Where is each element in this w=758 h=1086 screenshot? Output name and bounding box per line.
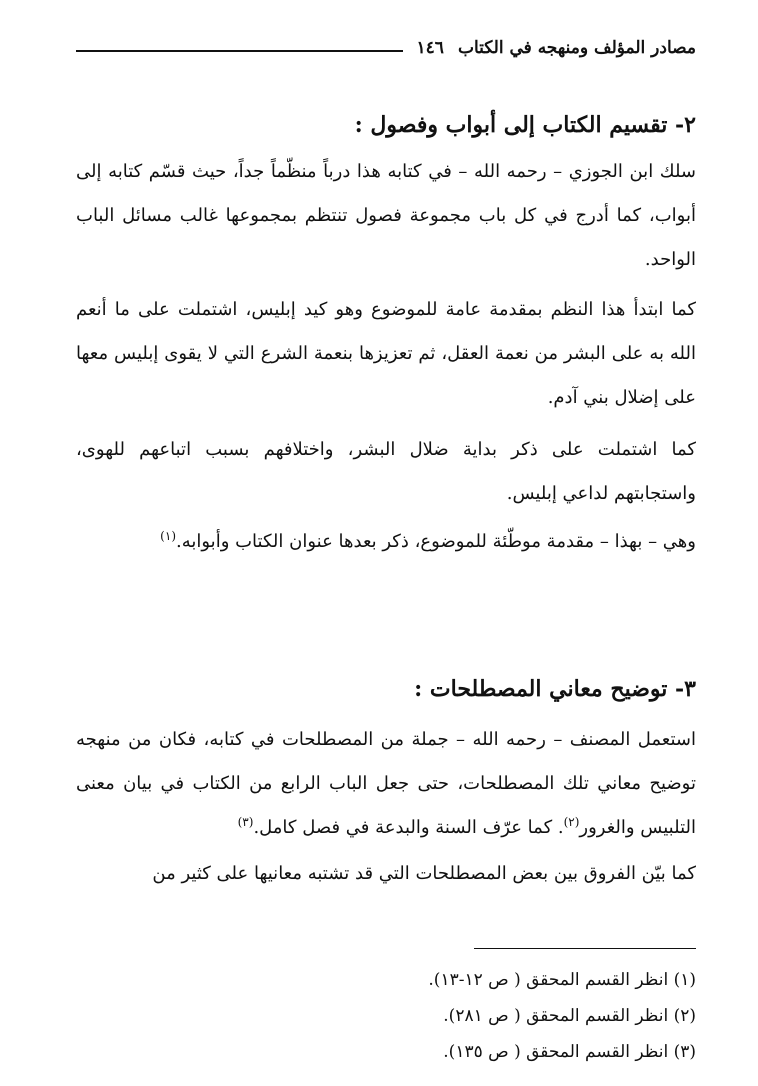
paragraph: كما بيّن الفروق بين بعض المصطلحات التي قد تشتبه معانيها على كثير من <box>152 863 696 884</box>
page-number: ١٤٦ <box>416 38 444 58</box>
running-title: مصادر المؤلف ومنهجه في الكتاب <box>457 38 696 58</box>
footnote-rule <box>474 948 696 949</box>
section-heading-terms: ٣- توضيح معاني المصطلحات : <box>414 676 696 702</box>
section-heading-chapters: ٢- تقسيم الكتاب إلى أبواب وفصول : <box>354 112 696 138</box>
footnote-ref[interactable]: (٢) <box>563 815 580 829</box>
header-rule <box>76 50 403 52</box>
running-head <box>76 30 696 66</box>
paragraph: وهي – بهذا – مقدمة موطّئة للموضوع، ذكر بعدها عنوان الكتاب وأبوابه.$^{(١)}$ <box>160 529 696 552</box>
footnotes <box>76 962 696 1070</box>
footnote-ref[interactable]: (٣) <box>237 815 254 829</box>
paragraph: سلك ابن الجوزي – رحمه الله – في كتابه هذا درباً منظّماً جداً، حيث قسّم كتابه إلى أبواب، كما أدرج في كل باب مجموعة فصول تنتظم بمجموعها غالب مسائل الباب الواحد. <box>76 161 696 270</box>
paragraph: كما اشتملت على ذكر بداية ضلال البشر، واختلافهم بسبب اتباعهم للهوى، واستجابتهم لداعي إبليس. <box>76 439 696 504</box>
paragraph: كما ابتدأ هذا النظم بمقدمة عامة للموضوع وهو كيد إبليس، اشتملت على ما أنعم الله به على البشر من نعمة العقل، ثم تعزيزها بنعمة الشرع التي لا يقوى إبليس معها على إضلال بني آدم. <box>76 299 696 408</box>
paragraph: استعمل المصنف – رحمه الله – جملة من المصطلحات في كتابه، فكان من منهجه توضيح معاني تلك المصطلحات، حتى جعل الباب الرابع من الكتاب في بيان معنى التلبيس والغرور$^{(٢)}$. كما عرّف السنة والبدعة في فصل كامل.$^{(٣)}$ <box>76 729 696 838</box>
footnote: (٢) انظر القسم المحقق ( ص ٢٨١). <box>443 1006 696 1026</box>
footnote: (١) انظر القسم المحقق ( ص ١٢-١٣). <box>428 970 696 990</box>
footnote-ref[interactable]: (١) <box>160 529 176 543</box>
footnote: (٣) انظر القسم المحقق ( ص ١٣٥). <box>443 1042 696 1062</box>
